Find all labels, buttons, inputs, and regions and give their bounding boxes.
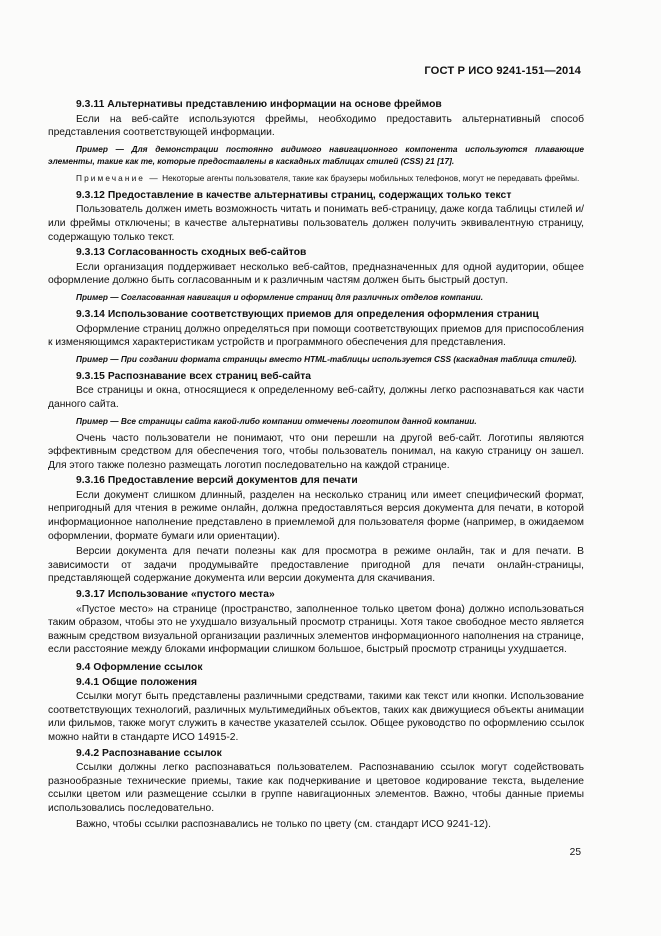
note-label: Примечание — xyxy=(76,172,160,183)
note-text xyxy=(48,172,584,184)
paragraph: Если документ слишком длинный, разделен на несколько страниц или имеет специфический формат, непригодный для чтения в режиме онлайн, должна предоставляться версия документа для печати, в которой информационное наполнение представлено в приемлемой для пользователя форме (например, в ожидаемом оформлении, формате бумаги или ориентации). xyxy=(48,489,584,542)
paragraph: Ссылки могут быть представлены различными средствами, такими как текст или кнопки. Использование соответствующих технологий, различных мультимедийных объектов, таких как движущиеся объекты анимации или фильмов, также могут служить в качестве указателей ссылок. Общее руководство по оформлению ссылок можно найти в стандарте ИСО 14915-2. xyxy=(48,691,584,743)
example-text: Пример — Согласованная навигация и оформление страниц для различных отделов компании. xyxy=(76,291,484,302)
section-heading: 9.3.17 Использование «пустого места» xyxy=(76,589,275,601)
page-body xyxy=(48,98,584,833)
paragraph: Очень часто пользователи не понимают, что они перешли на другой веб-сайт. Логотипы являются эффективным средством для обеспечения того, чтобы пользователь понимал, на какую страницу он зашел. Для этого также полезно размещать логотип последовательно на каждой странице. xyxy=(48,432,584,471)
paragraph: Важно, чтобы ссылки распознавались не только по цвету (см. стандарт ИСО 9241-12). xyxy=(76,818,491,830)
example-text: Пример — Все страницы сайта какой-либо компании отмечены логотипом данной компании. xyxy=(76,415,477,426)
section-heading: 9.4.2 Распознавание ссылок xyxy=(76,747,222,759)
paragraph: Ссылки должны легко распознаваться пользователем. Распознаванию ссылок могут содействовать разнообразные технические приемы, такие как подчеркивание и цветовое кодирование текста, выделение ссылки цветом или размещение ссылки в группе навигационных элементов. Важно, чтобы данные приемы использовались последовательно. xyxy=(48,762,584,814)
paragraph: Если на веб-сайте используются фреймы, необходимо предоставить альтернативный способ представления соответствующей информации. xyxy=(48,113,584,139)
section-heading: 9.3.14 Использование соответствующих приемов для определения оформления страниц xyxy=(76,308,539,320)
section-heading: 9.3.13 Согласованность сходных веб-сайтов xyxy=(76,247,307,259)
example-text: Пример — При создании формата страницы вместо HTML-таблицы используется CSS (каскадная таблица стилей). xyxy=(76,353,577,364)
paragraph: «Пустое место» на странице (пространство, заполненное только цветом фона) должно использоваться таким образом, чтобы это не ухудшало визуальный просмотр страницы. Хотя такое свободное место является важным средством визуальной организации различных элементов информационного наполнения на странице, если расстояние между блоками информации слишком большое, быстрый просмотр страницы ухудшается. xyxy=(48,603,584,656)
paragraph: Все страницы и окна, относящиеся к определенному веб-сайту, должны легко распознаваться как части данного сайта. xyxy=(48,385,584,410)
paragraph: Версии документа для печати полезны как для просмотра в режиме онлайн, так и для печати. В зависимости от задачи продумывайте предоставление пригодной для печати онлайн-страницы, представляющей содержание документа или версии документа для скачивания. xyxy=(48,546,584,585)
paragraph: Если организация поддерживает несколько веб-сайтов, предназначенных для одной аудитории, общее оформление должно быть согласованным и к различным частям должен быть быстрый доступ. xyxy=(48,261,584,287)
section-heading: 9.3.12 Предоставление в качестве альтернативы страниц, содержащих только текст xyxy=(76,189,512,201)
section-heading: 9.4.1 Общие положения xyxy=(76,676,198,688)
section-heading: 9.3.16 Предоставление версий документов для печати xyxy=(76,475,358,487)
paragraph: Оформление страниц должно определяться при помощи соответствующих приемов для приспособления к изменяющимся характеристикам устройств и программного обеспечения для представления. xyxy=(48,323,584,349)
paragraph: Пользователь должен иметь возможность читать и понимать веб-страницу, даже когда таблицы стилей и/или фреймы отключены; в качестве альтернативы пользователь должен получить эквивалентную страницу, содержащую только текст. xyxy=(48,204,584,243)
page-number: 25 xyxy=(569,847,581,858)
example-text: Пример — Для демонстрации постоянно видимого навигационного компонента используются плавающие элементы, такие как те, которые предоставлены в каскадных таблицах стилей (CSS) 21 [17]. xyxy=(48,143,584,166)
section-heading: 9.3.11 Альтернативы представлению информации на основе фреймов xyxy=(76,99,442,110)
section-heading: 9.3.15 Распознавание всех страниц веб-сайта xyxy=(76,370,312,382)
standard-header: ГОСТ Р ИСО 9241-151—2014 xyxy=(424,65,581,77)
section-heading: 9.4 Оформление ссылок xyxy=(76,662,203,673)
note-body: Некоторые агенты пользователя, такие как браузеры мобильных телефонов, могут не передавать фреймы. xyxy=(159,172,580,183)
